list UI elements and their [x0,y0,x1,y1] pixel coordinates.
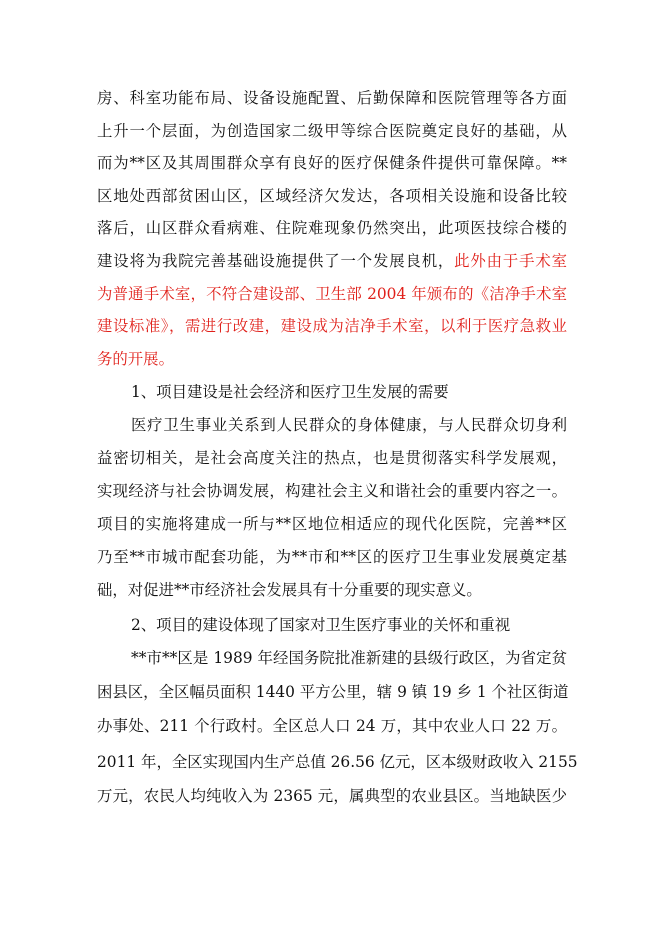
text-line-red: 为普通手术室，不符合建设部、卫生部 2004 年颁布的《洁净手术室 [97,285,567,303]
text-black-segment: 建设将为我院完善基础设施提供了一个发展良机， [97,252,455,270]
text-line: 房、科室功能布局、设备设施配置、后勤保障和医院管理等各方面 [97,89,567,107]
text-line: 础，对促进**市经济社会发展具有十分重要的现实意义。 [97,581,482,599]
text-line: 万元，农民人均纯收入为 2365 元，属典型的农业县区。当地缺医少 [97,787,567,805]
text-red-segment: 此外由于手术室 [454,252,567,270]
text-line: 益密切相关，是社会高度关注的热点，也是贯彻落实科学发展观， [97,449,567,467]
text-line: 上升一个层面，为创造国家二级甲等综合医院奠定良好的基础，从 [97,122,567,140]
text-line: 办事处、211 个行政村。全区总人口 24 万，其中农业人口 22 万。 [97,717,567,735]
text-line: 而为**区及其周围群众享有良好的医疗保健条件提供可靠保障。** [97,154,567,172]
text-line: **市**区是 1989 年经国务院批准新建的县级行政区，为省定贫 [131,649,567,667]
text-line: 乃至**市城市配套功能，为**市和**区的医疗卫生事业发展奠定基 [97,548,567,566]
text-line: 困县区，全区幅员面积 1440 平方公里，辖 9 镇 19 乡 1 个社区街道 [97,683,569,701]
text-line: 落后，山区群众看病难、住院难现象仍然突出，此项医技综合楼的 [97,219,567,237]
section-heading-1: 1、项目建设是社会经济和医疗卫生发展的需要 [131,383,449,401]
section-heading-2: 2、项目的建设体现了国家对卫生医疗事业的关怀和重视 [131,616,511,634]
text-line: 项目的实施将建成一所与**区地位相适应的现代化医院，完善**区 [97,515,567,533]
text-line-red: 务的开展。 [97,350,174,368]
text-line-mixed [97,248,567,274]
text-line-red: 建设标准》，需进行改建，建设成为洁净手术室，以利于医疗急救业 [97,317,567,335]
text-line: 区地处西部贫困山区，区域经济欠发达，各项相关设施和设备比较 [97,187,567,205]
text-line: 实现经济与社会协调发展，构建社会主义和谐社会的重要内容之一。 [97,482,567,500]
text-line: 2011 年，全区实现国内生产总值 26.56 亿元，区本级财政收入 2155 [97,753,578,771]
text-line: 医疗卫生事业关系到人民群众的身体健康，与人民群众切身利 [131,416,567,434]
